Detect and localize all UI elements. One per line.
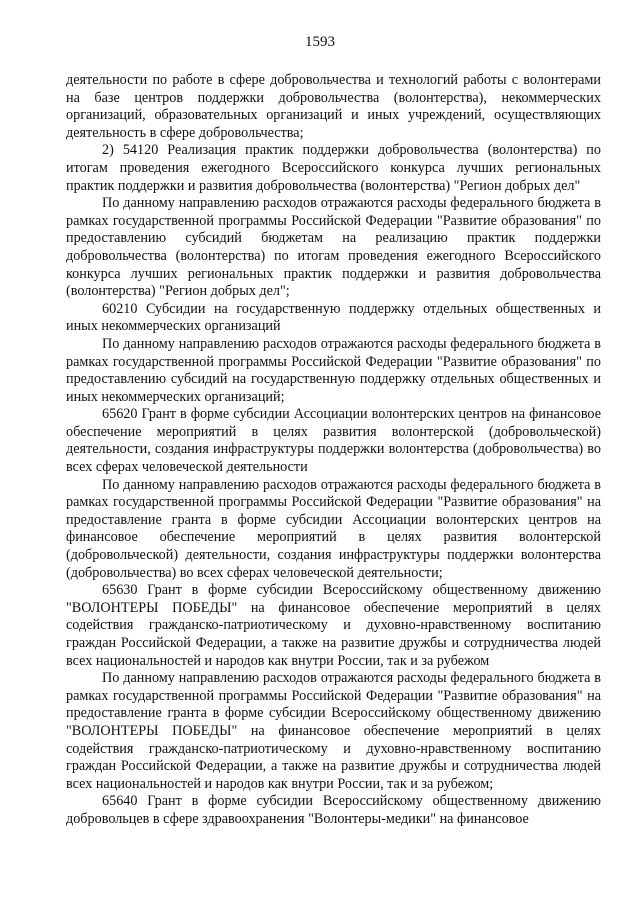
paragraph-4: 60210 Субсидии на государственную поддержку отдельных общественных и иных некоммерческих организаций [66,300,601,335]
paragraph-7: По данному направлению расходов отражаются расходы федерального бюджета в рамках государственной программы Российской Федерации "Развитие образования" на предоставление гранта в форме субсидии Ассоциации волонтерских центров на финансовое обеспечение мероприятий в целях развития волонтерской (добровольческой) деятельности, создания инфраструктуры поддержки волонтерства (добровольчества) во всех сферах человеческой деятельности; [66,476,601,581]
paragraph-2: 2) 54120 Реализация практик поддержки добровольчества (волонтерства) по итогам проведения ежегодного Всероссийского конкурса лучших региональных практик поддержки и развития добровольчества (волонтерства) "Регион добрых дел" [66,142,601,194]
paragraph-9: По данному направлению расходов отражаются расходы федерального бюджета в рамках государственной программы Российской Федерации "Развитие образования" на предоставление гранта в форме субсидии Всероссийскому общественному движению "ВОЛОНТЕРЫ ПОБЕДЫ" на финансовое обеспечение мероприятий в целях содействия гражданско-патриотическому и духовно-нравственному воспитанию граждан Российской Федерации, а также на развитие дружбы и сотрудничества людей всех национальностей и народов как внутри России, так и за рубежом; [66,670,601,792]
document-body [66,72,601,829]
paragraph-6: 65620 Грант в форме субсидии Ассоциации волонтерских центров на финансовое обеспечение мероприятий в целях развития волонтерской (добровольческой) деятельности, создания инфраструктуры поддержки волонтерства (добровольчества) во всех сферах человеческой деятельности [66,406,601,476]
paragraph-5: По данному направлению расходов отражаются расходы федерального бюджета в рамках государственной программы Российской Федерации "Развитие образования" по предоставлению субсидий на государственную поддержку отдельных общественных и иных некоммерческих организаций; [66,335,601,405]
paragraph-10: 65640 Грант в форме субсидии Всероссийскому общественному движению добровольцев в сфере здравоохранения "Волонтеры-медики" на финансовое [66,793,601,827]
paragraph-3: По данному направлению расходов отражаются расходы федерального бюджета в рамках государственной программы Российской Федерации "Развитие образования" по предоставлению субсидий бюджетам на реализацию практик поддержки добровольчества (волонтерства) по итогам проведения ежегодного Всероссийского конкурса лучших региональных практик поддержки и развития добровольчества (волонтерства) "Регион добрых дел"; [66,195,601,300]
paragraph-8: 65630 Грант в форме субсидии Всероссийскому общественному движению "ВОЛОНТЕРЫ ПОБЕДЫ" на финансовое обеспечение мероприятий в целях содействия гражданско-патриотическому и духовно-нравственному воспитанию граждан Российской Федерации, а также на развитие дружбы и сотрудничества людей всех национальностей и народов как внутри России, так и за рубежом [66,582,601,669]
paragraph-1: деятельности по работе в сфере добровольчества и технологий работы с волонтерами на базе центров поддержки добровольчества (волонтерства), некоммерческих организаций, образовательных организаций и иных учреждений, осуществляющих деятельность в сфере добровольчества; [66,72,601,141]
page-number: 1593 [305,34,335,50]
